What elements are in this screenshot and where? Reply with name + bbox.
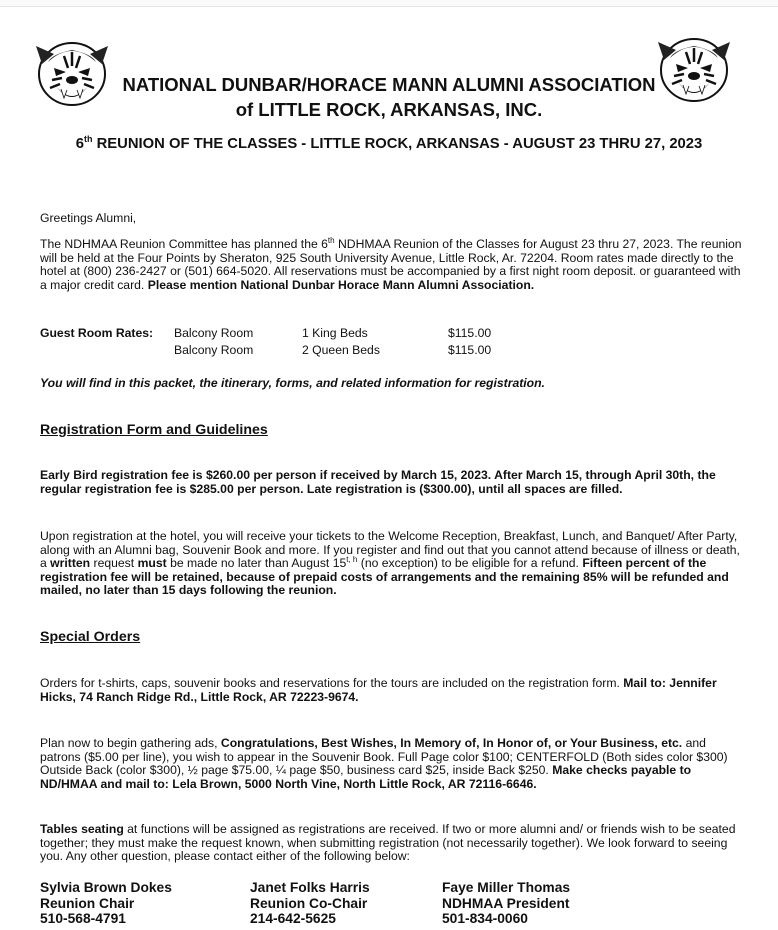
bed-type: 2 Queen Beds xyxy=(302,343,380,357)
rates-label: Guest Room Rates: xyxy=(40,326,154,340)
room-price: $115.00 xyxy=(448,343,492,357)
ads-paragraph: Plan now to begin gathering ads, Congratulations, Best Wishes, In Memory of, In Honor of, or Your Business, etc. and patrons ($5.00 per line), you wish to appear in the Souvenir Book. Full Page color $100; CENTERFOLD (Both sides color $300) Outside Back (color $300), ½ page $75.00, ¼ page $50, business card $25, inside Back $250. Make checks payable to ND/HMAA and mail to: Lela Brown, 5000 North Vine, North Little Rock, AR 72116-6646. xyxy=(40,736,728,791)
contact-role: NDHMAA President xyxy=(442,895,570,911)
tables-paragraph: Tables seating at functions will be assigned as registrations are received. If two or more alumni and/ or friends wish to be seated together; they must make the request known, when submitting registration (not necessarily together). We look forward to seeing you. Any other question, please contact either of the following below: xyxy=(40,822,736,864)
contact-block xyxy=(442,880,570,927)
association-title-line2: of LITTLE ROCK, ARKANSAS, INC. xyxy=(235,99,543,120)
orders-paragraph: Orders for t-shirts, caps, souvenir books and reservations for the tours are included on the registration form. Mail to: Jennifer Hicks, 74 Ranch Ridge Rd., Little Rock, AR 72223-9674. xyxy=(40,676,717,704)
reunion-subtitle: 6th REUNION OF THE CLASSES - LITTLE ROCK, ARKANSAS - AUGUST 23 THRU 27, 2023 xyxy=(75,134,703,152)
contact-block xyxy=(40,880,172,927)
rates-label-spacer xyxy=(40,342,174,359)
room-type: Balcony Room xyxy=(174,343,254,357)
contact-phone: 214-642-5625 xyxy=(250,911,336,926)
contact-role: Reunion Co-Chair xyxy=(250,895,368,911)
contact-name: Sylvia Brown Dokes xyxy=(40,880,172,895)
room-type: Balcony Room xyxy=(174,326,254,340)
registration-paragraph: Upon registration at the hotel, you will receive your tickets to the Welcome Reception, Breakfast, Lunch, and Banquet/ After Party, along with an Alumni bag, Souvenir Book and more. If you register and find out that you cannot attend because of illness or death, a written request must be made no later than August 15$^{t, h}$ (no exception) to be eligible for a refund. Fifteen percent of the registration fee will be retained, because of prepaid costs of arrangements and the remaining 85% will be refunded and mailed, no later than 15 days following the reunion. xyxy=(40,529,740,598)
special-orders-heading: Special Orders xyxy=(40,629,141,645)
contact-name: Faye Miller Thomas xyxy=(442,880,571,895)
table-row xyxy=(40,325,491,342)
bed-type: 1 King Beds xyxy=(302,326,368,340)
packet-note: You will find in this packet, the itinerary, forms, and related information for registration. xyxy=(40,376,545,390)
contact-name: Janet Folks Harris xyxy=(250,880,370,895)
contact-phone: 501-834-0060 xyxy=(442,911,528,926)
greeting: Greetings Alumni, xyxy=(40,211,137,225)
contact-phone: 510-568-4791 xyxy=(40,911,126,926)
early-bird-paragraph: Early Bird registration fee is $260.00 per person if received by March 15, 2023. After March 15, through April 30th, the regular registration fee is $285.00 per person. Late registration is ($300.00), until all spaces are filled. xyxy=(40,468,716,496)
guest-room-rates xyxy=(40,325,491,359)
contact-role: Reunion Chair xyxy=(40,895,135,911)
intro-paragraph: The NDHMAA Reunion Committee has planned the 6th NDHMAA Reunion of the Classes for August 23 thru 27, 2023. The reunion will be held at the Four Points by Sheraton, 925 South University Avenue, Little Rock, Ar. 72204. Room rates made directly to the hotel at (800) 236-2427 or (501) 664-5020. All reservations must be accompanied by a first night room deposit. or guaranteed with a major credit card. Please mention National Dunbar Horace Mann Alumni Association. xyxy=(40,235,742,292)
rates-table xyxy=(40,325,491,359)
contact-block xyxy=(250,880,370,927)
room-price: $115.00 xyxy=(448,326,492,340)
window-top-edge xyxy=(0,0,778,7)
table-row xyxy=(40,342,491,359)
registration-heading: Registration Form and Guidelines xyxy=(40,422,268,438)
association-title-line1: NATIONAL DUNBAR/HORACE MANN ALUMNI ASSOCIATION xyxy=(122,74,656,95)
